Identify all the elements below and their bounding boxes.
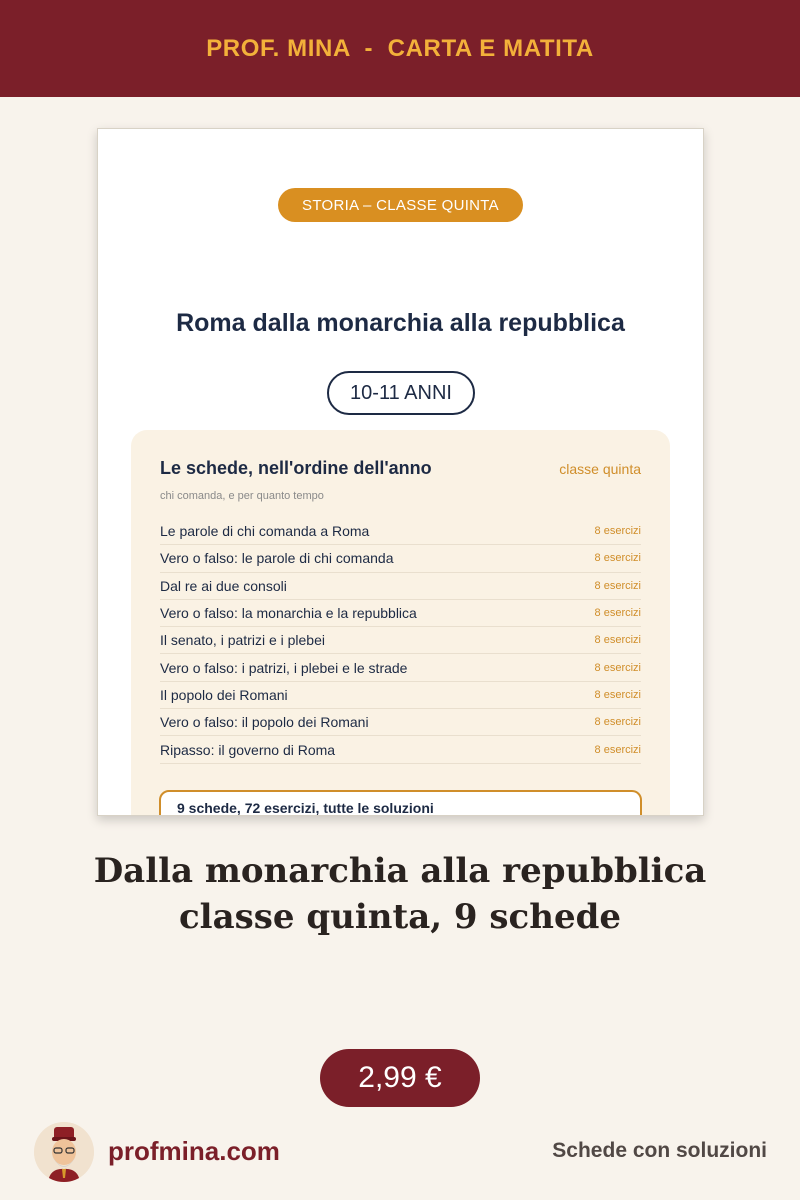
product-preview[interactable]	[97, 128, 704, 816]
product-title-line-2: classe quinta, 9 schede	[178, 897, 622, 937]
product-title-line-1: Dalla monarchia alla repubblica	[93, 851, 707, 891]
exercise-count: 8 esercizi	[594, 716, 641, 729]
worksheet-title: Vero o falso: i patrizi, i plebei e le strade	[160, 659, 408, 676]
contents-title: Le schede, nell'ordine dell'anno	[160, 458, 432, 478]
exercise-count: 8 esercizi	[594, 743, 641, 756]
worksheet-title: Vero o falso: le parole di chi comanda	[160, 550, 394, 567]
site-link[interactable]: profmina.com	[108, 1136, 280, 1166]
exercise-count: 8 esercizi	[594, 607, 641, 620]
worksheet-title: Vero o falso: il popolo dei Romani	[160, 714, 369, 731]
professor-avatar-icon	[34, 1122, 94, 1182]
summary-box: 9 schede, 72 esercizi, tutte le soluzioni	[159, 790, 642, 816]
subject-badge: STORIA – CLASSE QUINTA	[278, 188, 523, 222]
worksheet-row	[160, 600, 641, 627]
contents-card	[131, 430, 670, 816]
brand-title: PROF. MINA - CARTA E MATITA	[206, 34, 594, 62]
worksheet-title: Ripasso: il governo di Roma	[160, 741, 336, 758]
header-bar	[0, 0, 800, 97]
worksheet-title: Dal re ai due consoli	[160, 577, 287, 594]
worksheet-row	[160, 654, 641, 681]
worksheet-row	[160, 573, 641, 600]
product-title	[0, 848, 800, 940]
contents-subtitle: chi comanda, e per quanto tempo	[160, 490, 324, 502]
worksheet-row	[160, 736, 641, 763]
worksheet-list	[160, 518, 641, 764]
preview-title: Roma dalla monarchia alla repubblica	[176, 309, 625, 337]
price-badge[interactable]: 2,99 €	[320, 1049, 480, 1107]
worksheet-title: Il senato, i patrizi e i plebei	[160, 632, 325, 649]
exercise-count: 8 esercizi	[594, 525, 641, 538]
worksheet-row	[160, 709, 641, 736]
age-badge: 10-11 ANNI	[327, 371, 475, 415]
worksheet-row	[160, 545, 641, 572]
worksheet-row	[160, 627, 641, 654]
worksheet-row	[160, 518, 641, 545]
worksheet-title: Il popolo dei Romani	[160, 686, 288, 703]
worksheet-row	[160, 682, 641, 709]
exercise-count: 8 esercizi	[594, 688, 641, 701]
worksheet-title: Le parole di chi comanda a Roma	[160, 523, 370, 540]
exercise-count: 8 esercizi	[594, 661, 641, 674]
exercise-count: 8 esercizi	[594, 579, 641, 592]
exercise-count: 8 esercizi	[594, 552, 641, 565]
worksheet-title: Vero o falso: la monarchia e la repubblica	[160, 605, 417, 622]
footer-note: Schede con soluzioni	[552, 1139, 767, 1162]
exercise-count: 8 esercizi	[594, 634, 641, 647]
professor-avatar-svg	[34, 1122, 94, 1182]
grade-tag: classe quinta	[559, 461, 641, 477]
